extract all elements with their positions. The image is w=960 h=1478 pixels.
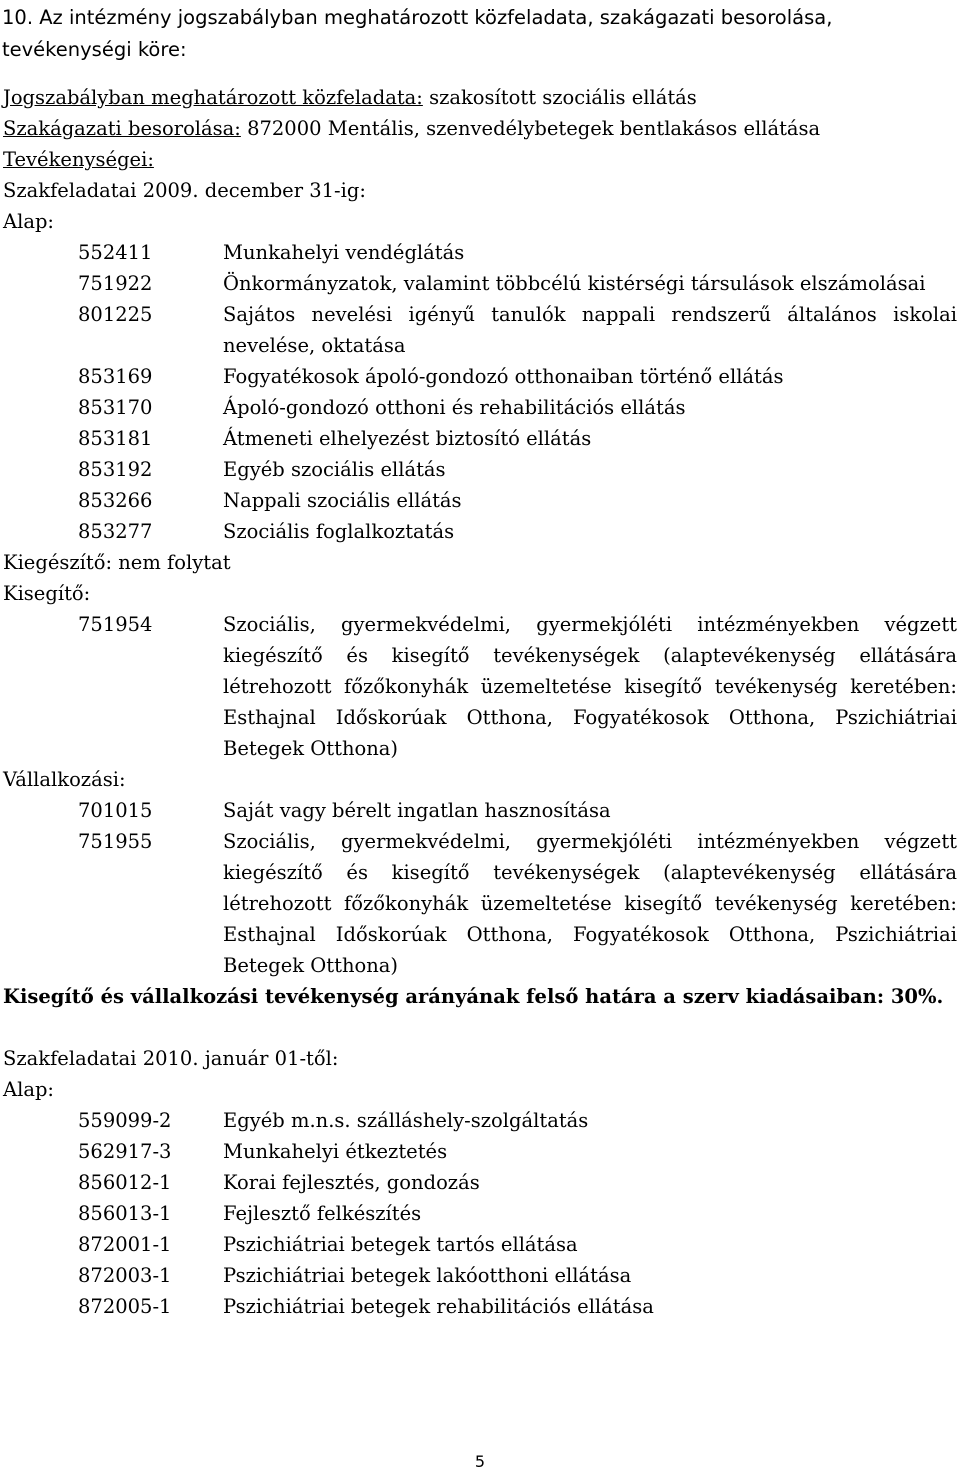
activities-label: Tevékenységei: [3,148,154,171]
sector-label: Szakágazati besorolása: [3,117,241,140]
activity-description: Korai fejlesztés, gondozás [223,1171,480,1194]
auxiliary-label: Kisegítő: [3,582,91,605]
activity-description: Egyéb m.n.s. szálláshely-szolgáltatás [223,1109,589,1132]
activity-code: 701015 [78,799,153,822]
activity-description: Szociális, gyermekvédelmi, gyermekjóléti intézményekben végzett kiegészítő és kisegítő tevékenységek (alaptevékenység ellátására létrehozott főzőkonyhák üzemeltetése kisegítő tevékenység keretében: Esthajnal Időskorúak Otthona, Fogyatékosok Otthona, Pszichiátriai Betegek Otthona) [223,830,957,977]
activity-row [3,826,957,981]
tasks-2009-base-list [3,237,957,547]
activity-row [3,1229,957,1260]
activity-description: Fogyatékosok ápoló-gondozó otthonaiban történő ellátás [223,365,784,388]
activity-description: Pszichiátriai betegek lakóotthoni ellátása [223,1264,632,1287]
section-heading: 10. Az intézmény jogszabályban meghatározott közfeladata, szakágazati besorolása, tevékenységi köre: [2,6,833,61]
activity-description: Szociális, gyermekvédelmi, gyermekjóléti intézményekben végzett kiegészítő és kisegítő tevékenységek (alaptevékenység ellátására létrehozott főzőkonyhák üzemeltetése kisegítő tevékenység keretében: Esthajnal Időskorúak Otthona, Fogyatékosok Otthona, Pszichiátriai Betegek Otthona) [223,613,957,760]
activity-code: 872001-1 [78,1233,172,1256]
activity-code: 853277 [78,520,153,543]
activity-row [3,299,957,361]
activity-code: 853169 [78,365,153,388]
page-number: 5 [474,1452,486,1471]
tasks-2009-title: Szakfeladatai 2009. december 31-ig: [3,179,366,202]
activity-row [3,516,957,547]
activity-row [3,268,957,299]
activity-row [3,237,957,268]
activity-row [3,423,957,454]
public-task-line [3,82,957,113]
supplementary-line: Kiegészítő: nem folytat [3,551,231,574]
activity-code: 552411 [78,241,153,264]
activity-code: 801225 [78,303,153,326]
activity-description: Munkahelyi étkeztetés [223,1140,448,1163]
activity-code: 751954 [78,613,153,636]
activity-description: Átmeneti elhelyezést biztosító ellátás [223,427,592,450]
activity-row [3,485,957,516]
activity-code: 751922 [78,272,153,295]
activity-code: 872005-1 [78,1295,172,1318]
activity-code: 872003-1 [78,1264,172,1287]
activities-line [3,144,957,175]
tasks-2010-title: Szakfeladatai 2010. január 01-től: [3,1047,339,1070]
activity-code: 562917-3 [78,1140,172,1163]
activity-row [3,1167,957,1198]
spacer [3,1012,957,1043]
activity-row [3,1260,957,1291]
document-body [3,82,957,1322]
activity-description: Munkahelyi vendéglátás [223,241,465,264]
activity-row [3,1198,957,1229]
activity-code: 856012-1 [78,1171,172,1194]
activity-row [3,361,957,392]
limit-note: Kisegítő és vállalkozási tevékenység arányának felső határa a szerv kiadásaiban: 30%. [3,985,944,1008]
sector-line [3,113,957,144]
activity-code: 856013-1 [78,1202,172,1225]
tasks-2010-base-label: Alap: [3,1078,54,1101]
activity-description: Sajátos nevelési igényű tanulók nappali rendszerű általános iskolai nevelése, oktatása [223,303,957,357]
tasks-2010-base-list [3,1105,957,1322]
activity-description: Fejlesztő felkészítés [223,1202,422,1225]
activity-code: 559099-2 [78,1109,172,1132]
auxiliary-list [3,609,957,764]
activity-description: Önkormányzatok, valamint többcélú kistérségi társulások elszámolásai [223,272,926,295]
activity-code: 853266 [78,489,153,512]
activity-description: Saját vagy bérelt ingatlan hasznosítása [223,799,611,822]
activity-code: 853170 [78,396,153,419]
activity-row [3,795,957,826]
activity-description: Egyéb szociális ellátás [223,458,446,481]
activity-row [3,1105,957,1136]
activity-description: Ápoló-gondozó otthoni és rehabilitációs ellátás [223,396,686,419]
activity-row [3,454,957,485]
activity-description: Pszichiátriai betegek rehabilitációs ellátása [223,1295,654,1318]
public-task-label: Jogszabályban meghatározott közfeladata: [3,86,423,109]
activity-code: 853181 [78,427,153,450]
activity-row [3,1136,957,1167]
business-label: Vállalkozási: [3,768,126,791]
activity-description: Nappali szociális ellátás [223,489,462,512]
tasks-2009-base-label: Alap: [3,210,54,233]
activity-row [3,1291,957,1322]
activity-code: 751955 [78,830,153,853]
activity-row [3,609,957,764]
activity-description: Szociális foglalkoztatás [223,520,455,543]
public-task-value: szakosított szociális ellátás [422,86,697,109]
activity-description: Pszichiátriai betegek tartós ellátása [223,1233,578,1256]
business-list [3,795,957,981]
sector-value: 872000 Mentális, szenvedélybetegek bentlakásos ellátása [240,117,821,140]
activity-code: 853192 [78,458,153,481]
activity-row [3,392,957,423]
